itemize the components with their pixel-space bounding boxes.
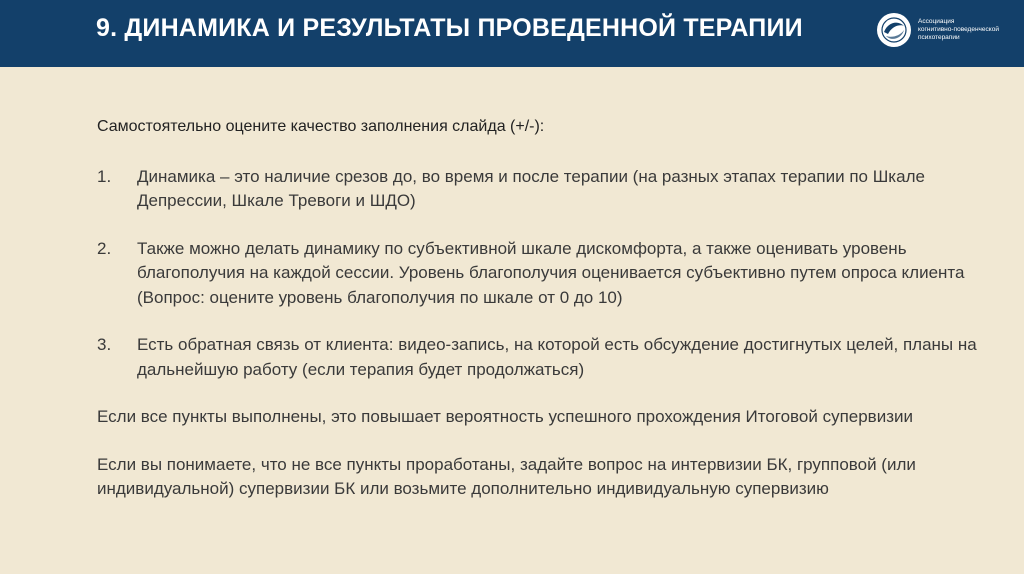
logo-line: психотерапии — [918, 34, 960, 41]
list-item — [97, 165, 977, 214]
slide-title: 9. ДИНАМИКА И РЕЗУЛЬТАТЫ ПРОВЕДЕННОЙ ТЕРАПИИ — [96, 14, 803, 42]
intro-text: Самостоятельно оцените качество заполнения слайда (+/-): — [97, 118, 545, 135]
item-number: 2. — [97, 238, 112, 258]
logo-text — [918, 18, 1018, 42]
advice-note: Если вы понимаете, что не все пункты проработаны, задайте вопрос на интервизии БК, групповой (или индивидуальной) супервизии БК или возьмите дополнительно индивидуальную супервизию — [97, 454, 916, 498]
criteria-list — [97, 165, 977, 383]
slide-content — [97, 115, 977, 525]
list-item — [97, 333, 977, 382]
item-text: Есть обратная связь от клиента: видео-запись, на которой есть обсуждение достигнутых целей, планы на дальнейшую работу (если терапия будет продолжаться) — [137, 335, 977, 379]
logo-line: Ассоциация — [918, 18, 955, 25]
item-text: Также можно делать динамику по субъективной шкале дискомфорта, а также оценивать уровень благополучия на каждой сессии. Уровень благополучия оценивается субъективно путем опроса клиента (Вопрос: оцените уровень благополучия по шкале от 0 до 10) — [137, 238, 965, 307]
success-note: Если все пункты выполнены, это повышает вероятность успешного прохождения Итоговой супервизии — [97, 407, 913, 426]
association-emblem-icon — [876, 12, 912, 48]
header-bar — [0, 0, 1024, 67]
item-number: 1. — [97, 166, 112, 186]
item-number: 3. — [97, 335, 112, 354]
item-text: Динамика – это наличие срезов до, во время и после терапии (на разных этапах терапии по Шкале Депрессии, Шкале Тревоги и ШДО) — [137, 166, 925, 210]
association-logo — [876, 12, 1016, 52]
logo-line: когнитивно-поведенческой — [918, 26, 999, 33]
list-item — [97, 237, 977, 311]
